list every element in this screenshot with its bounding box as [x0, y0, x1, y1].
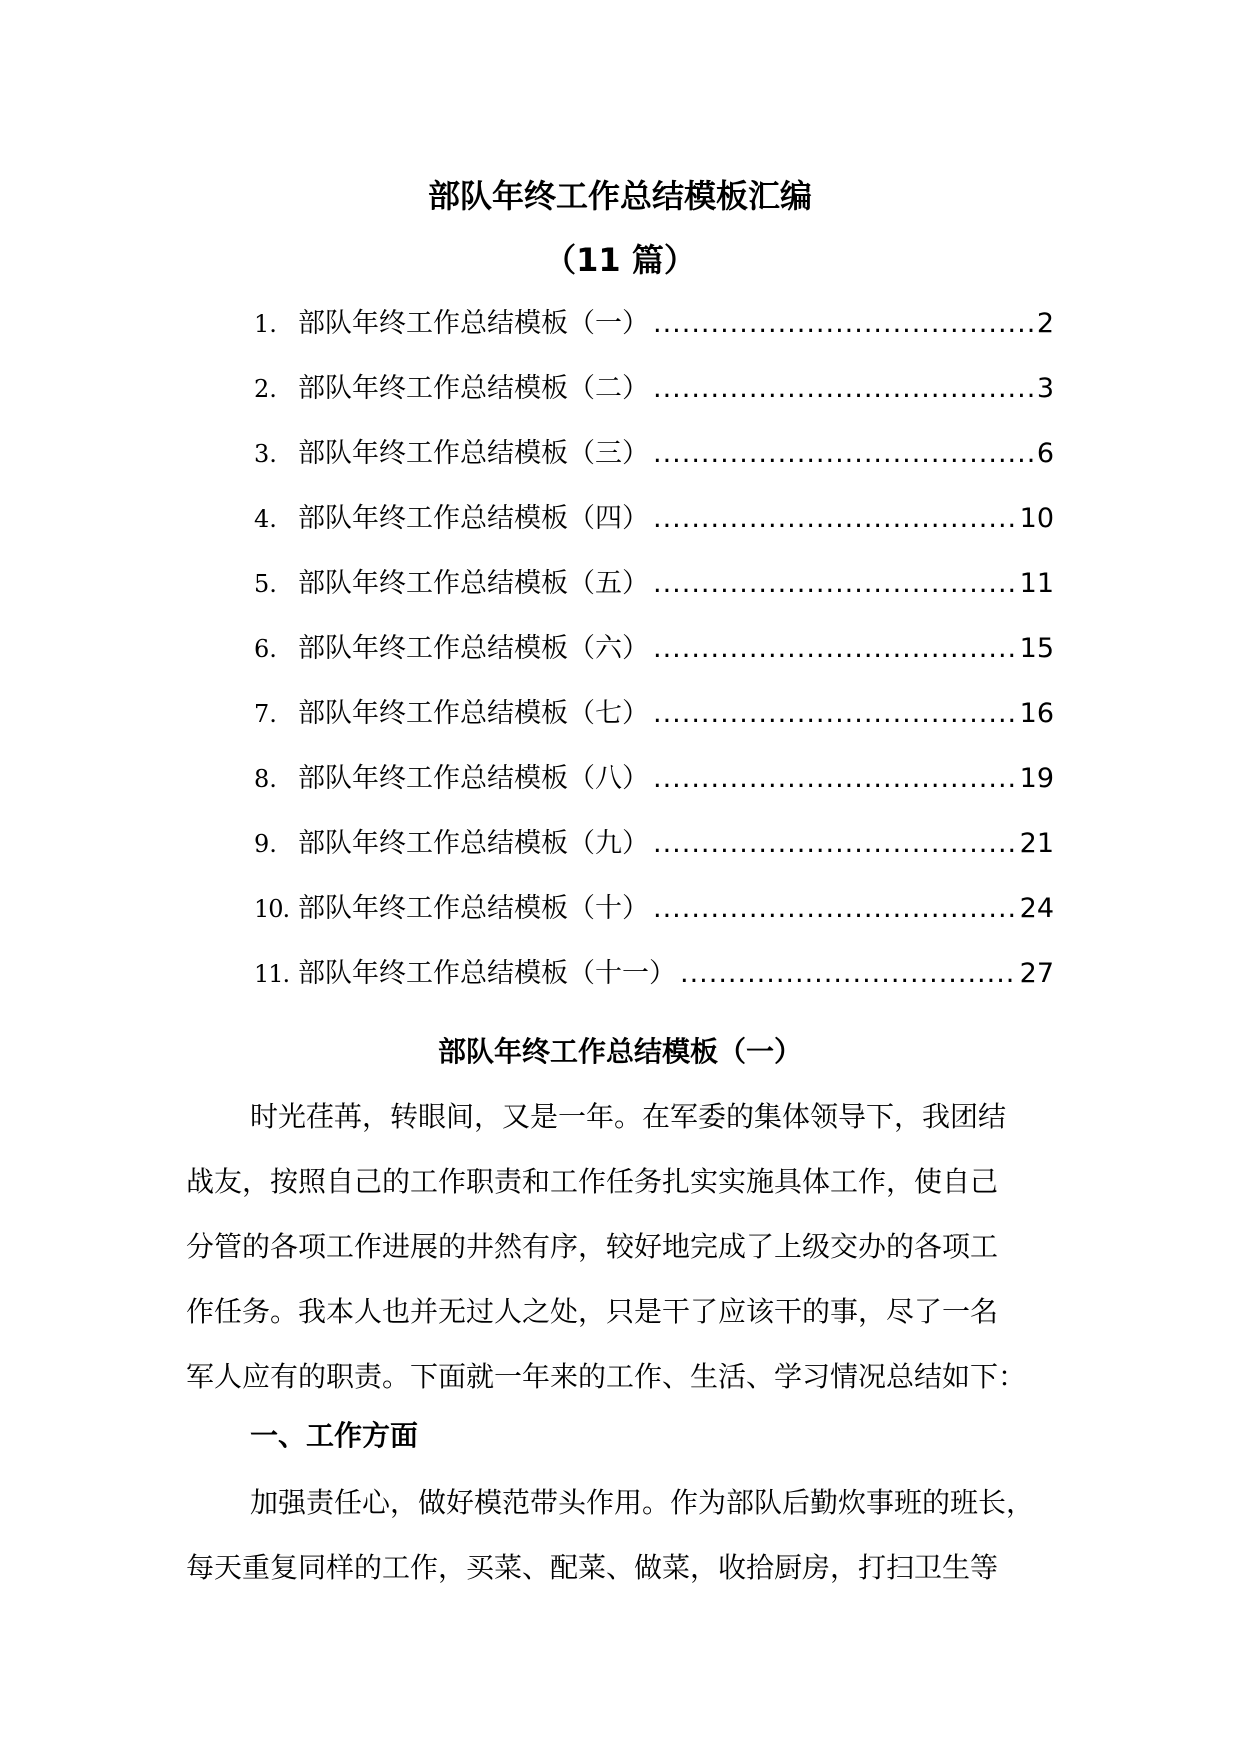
toc-label: 部队年终工作总结模板（六） — [298, 633, 649, 664]
toc-page-number: 11 — [1019, 568, 1054, 599]
toc-leader-dots — [653, 629, 1016, 669]
toc-number: 10. — [254, 895, 290, 923]
toc-leader-dots — [653, 499, 1016, 539]
toc-number: 7. — [254, 700, 277, 728]
toc-number: 8. — [254, 765, 277, 793]
toc-page-number: 27 — [1019, 958, 1054, 989]
toc-number: 1. — [254, 310, 277, 338]
toc-leader-dots — [653, 304, 1033, 344]
table-of-contents — [254, 304, 1054, 1019]
toc-label: 部队年终工作总结模板（三） — [298, 438, 649, 469]
paragraph-line: 加强责任心，做好模范带头作用。作为部队后勤炊事班的班长， — [250, 1486, 1035, 1519]
section-heading: 部队年终工作总结模板（一） — [437, 1035, 802, 1068]
toc-page-number: 16 — [1019, 698, 1054, 729]
toc-label: 部队年终工作总结模板（八） — [298, 763, 649, 794]
toc-number: 6. — [254, 635, 277, 663]
toc-number: 4. — [254, 505, 277, 533]
toc-label: 部队年终工作总结模板（一） — [298, 308, 649, 339]
toc-leader-dots — [653, 694, 1016, 734]
toc-number: 5. — [254, 570, 277, 598]
paragraph-line: 军人应有的职责。下面就一年来的工作、生活、学习情况总结如下： — [186, 1360, 1027, 1393]
toc-leader-dots — [653, 369, 1033, 409]
toc-leader-dots — [653, 564, 1016, 604]
paragraph-line: 分管的各项工作进展的井然有序，较好地完成了上级交办的各项工 — [186, 1230, 999, 1263]
toc-leader-dots — [653, 824, 1016, 864]
body-paragraph-1 — [186, 1084, 1056, 1409]
toc-leader-dots — [653, 889, 1016, 929]
body-paragraph-2 — [186, 1470, 1056, 1600]
toc-page-number: 24 — [1019, 893, 1054, 924]
toc-leader-dots — [680, 954, 1016, 994]
toc-number: 2. — [254, 375, 277, 403]
paragraph-line: 作任务。我本人也并无过人之处，只是干了应该干的事，尽了一名 — [186, 1295, 999, 1328]
toc-leader-dots — [653, 759, 1016, 799]
toc-page-number: 6 — [1036, 438, 1054, 469]
document-subtitle: （11 篇） — [544, 241, 696, 279]
toc-page-number: 3 — [1036, 373, 1054, 404]
toc-number: 9. — [254, 830, 277, 858]
toc-number: 11. — [254, 960, 290, 988]
toc-label: 部队年终工作总结模板（五） — [298, 568, 649, 599]
toc-number: 3. — [254, 440, 277, 468]
toc-entry-4[interactable] — [254, 499, 1054, 564]
paragraph-line: 战友，按照自己的工作职责和工作任务扎实实施具体工作，使自己 — [186, 1165, 999, 1198]
toc-page-number: 15 — [1019, 633, 1054, 664]
paragraph-line: 每天重复同样的工作，买菜、配菜、做菜，收拾厨房，打扫卫生等 — [186, 1551, 999, 1584]
toc-label: 部队年终工作总结模板（九） — [298, 828, 649, 859]
toc-page-number: 10 — [1019, 503, 1054, 534]
toc-page-number: 2 — [1036, 308, 1054, 339]
toc-label: 部队年终工作总结模板（七） — [298, 698, 649, 729]
toc-page-number: 21 — [1019, 828, 1054, 859]
toc-page-number: 19 — [1019, 763, 1054, 794]
toc-label: 部队年终工作总结模板（四） — [298, 503, 649, 534]
toc-entry-6[interactable] — [254, 629, 1054, 694]
toc-entry-9[interactable] — [254, 824, 1054, 889]
paragraph-line: 时光荏苒，转眼间，又是一年。在军委的集体领导下，我团结 — [250, 1100, 1007, 1133]
toc-entry-11[interactable] — [254, 954, 1054, 1019]
toc-entry-7[interactable] — [254, 694, 1054, 759]
toc-label: 部队年终工作总结模板（二） — [298, 373, 649, 404]
toc-entry-3[interactable] — [254, 434, 1054, 499]
document-title: 部队年终工作总结模板汇编 — [427, 177, 812, 215]
toc-label: 部队年终工作总结模板（十） — [298, 893, 649, 924]
toc-entry-10[interactable] — [254, 889, 1054, 954]
toc-entry-5[interactable] — [254, 564, 1054, 629]
toc-entry-8[interactable] — [254, 759, 1054, 824]
toc-entry-2[interactable] — [254, 369, 1054, 434]
toc-label: 部队年终工作总结模板（十一） — [298, 958, 676, 989]
toc-entry-1[interactable] — [254, 304, 1054, 369]
subheading-work: 一、工作方面 — [250, 1419, 419, 1452]
toc-leader-dots — [653, 434, 1033, 474]
